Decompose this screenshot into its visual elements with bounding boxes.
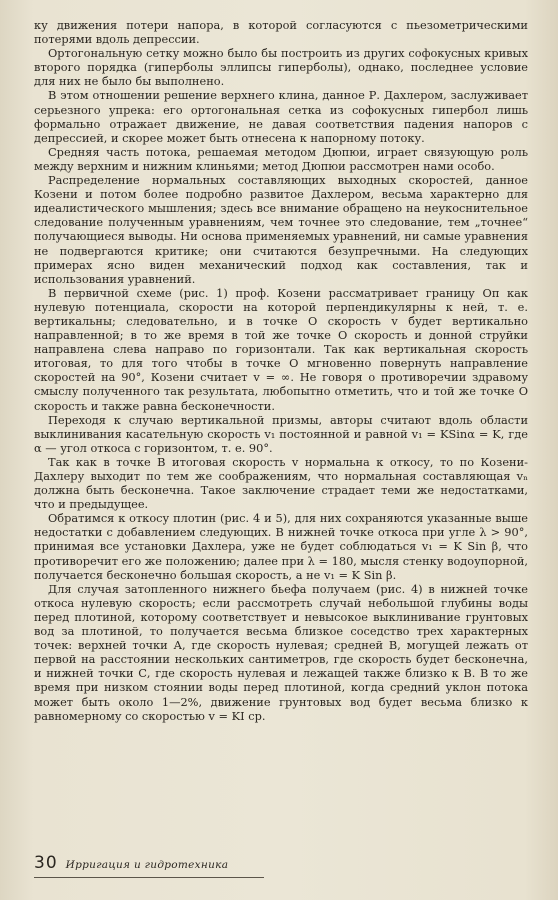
paragraph-10: Для случая затопленного нижнего бьефа получаем (рис. 4) в нижней точке откоса нулевую скорость; если рассмотреть случай небольшой глубины воды перед плотиной, которому соответствует и невысокое выклинивание грунтовых вод за плотиной, то получается весьма близкое соседство трех характерных точек: верхней точки А, где скорость нулевая; средней В, могущей лежать от первой на расстоянии нескольких сантиметров, где скорость будет бесконечна, и нижней точки С, где скорость нулевая и лежащей также близко к В. В то же время при низком стоянии воды перед плотиной, когда средний уклон потока может быть около 1—2%, движение грунтовых вод будет весьма близко к равномерному со скоростью v = KI ср. [34,581,528,723]
footer-rule [34,877,264,878]
paragraph-1: ку движения потери напора, в которой согласуются с пьезометрическими потерями вдоль депрессии. [34,18,528,47]
page-footer [34,853,528,873]
paragraph-6: В первичной схеме (рис. 1) проф. Козени рассматривает границу Оп как нулевую потенциала, скорости на которой перпендикулярны к ней, т. е. вертикальны; следовательно, и в точке О скорость v будет вертикально направленной; в то же время в той же точке О скорость и донной струйки направлена слева направо по горизонтали. Так как вертикальная скорость итоговая, то для того чтобы в точке О мгновенно повернуть направление скоростей на 90°, Козени считает v = ∞. Не говоря о противоречии здравому смыслу полученного так результата, любопытно отметить, что и той же точке О скорость и также равна бесконечности. [34,285,528,413]
paragraph-8: Так как в точке В итоговая скорость v нормальна к откосу, то по Козени-Дахлеру выходит по тем же соображениям, что нормальная составляющая vₙ должна быть бесконечна. Такое заключение страдает теми же недостатками, что и предыдущее. [34,454,528,512]
paragraph-4: Средняя часть потока, решаемая методом Дюпюи, играет связующую роль между верхним и нижним клиньями; метод Дюпюи рассмотрен нами особо. [34,144,528,173]
paragraph-2: Ортогональную сетку можно было бы построить из других софокусных кривых второго порядка (гиперболы эллипсы гиперболы), однако, последнее условие для них не было бы выполнено. [34,46,528,89]
page-number: 30 [34,853,58,873]
paragraph-9: Обратимся к откосу плотин (рис. 4 и 5), для них сохраняются указанные выше недостатки с добавлением следующих. В нижней точке откоса при угле λ > 90°, принимая все установки Дахлера, уже не будет соблюдаться v₁ = K Sin β, что противоречит его же положению; далее при λ = 180, мысля стенку водоупорной, получается бесконечно большая скорость, а не v₁ = K Sin β. [34,511,528,582]
paragraph-7: Переходя к случаю вертикальной призмы, авторы считают вдоль области выклинивания касательную скорость v₁ постоянной и равной v₁ = KSinα = K, где α — угол откоса с горизонтом, т. е. 90°. [34,412,528,455]
paragraph-5: Распределение нормальных составляющих выходных скоростей, данное Козени и потом более подробно развитое Дахлером, весьма характерно для идеалистического мышления; здесь все внимание обращено на неукоснительное следование полученным уравнениям, чем точнее это следование, тем „точнее“ получающиеся выводы. Ни основа применяемых уравнений, ни самые уравнения не подвергаются критике; они считаются безупречными. На следующих примерах ясно виден механический подход как составления, так и использования уравнений. [34,173,528,286]
body-text [34,18,528,723]
paragraph-3: В этом отношении решение верхнего клина, данное Р. Дахлером, заслуживает серьезного упрека: его ортогональная сетка из софокусных гипербол лишь формально отражает движение, не давая соответствия падения напоров с депрессией, и скорее может быть отнесена к напорному потоку. [34,88,528,145]
journal-name: Ирригация и гидротехника [65,859,229,871]
